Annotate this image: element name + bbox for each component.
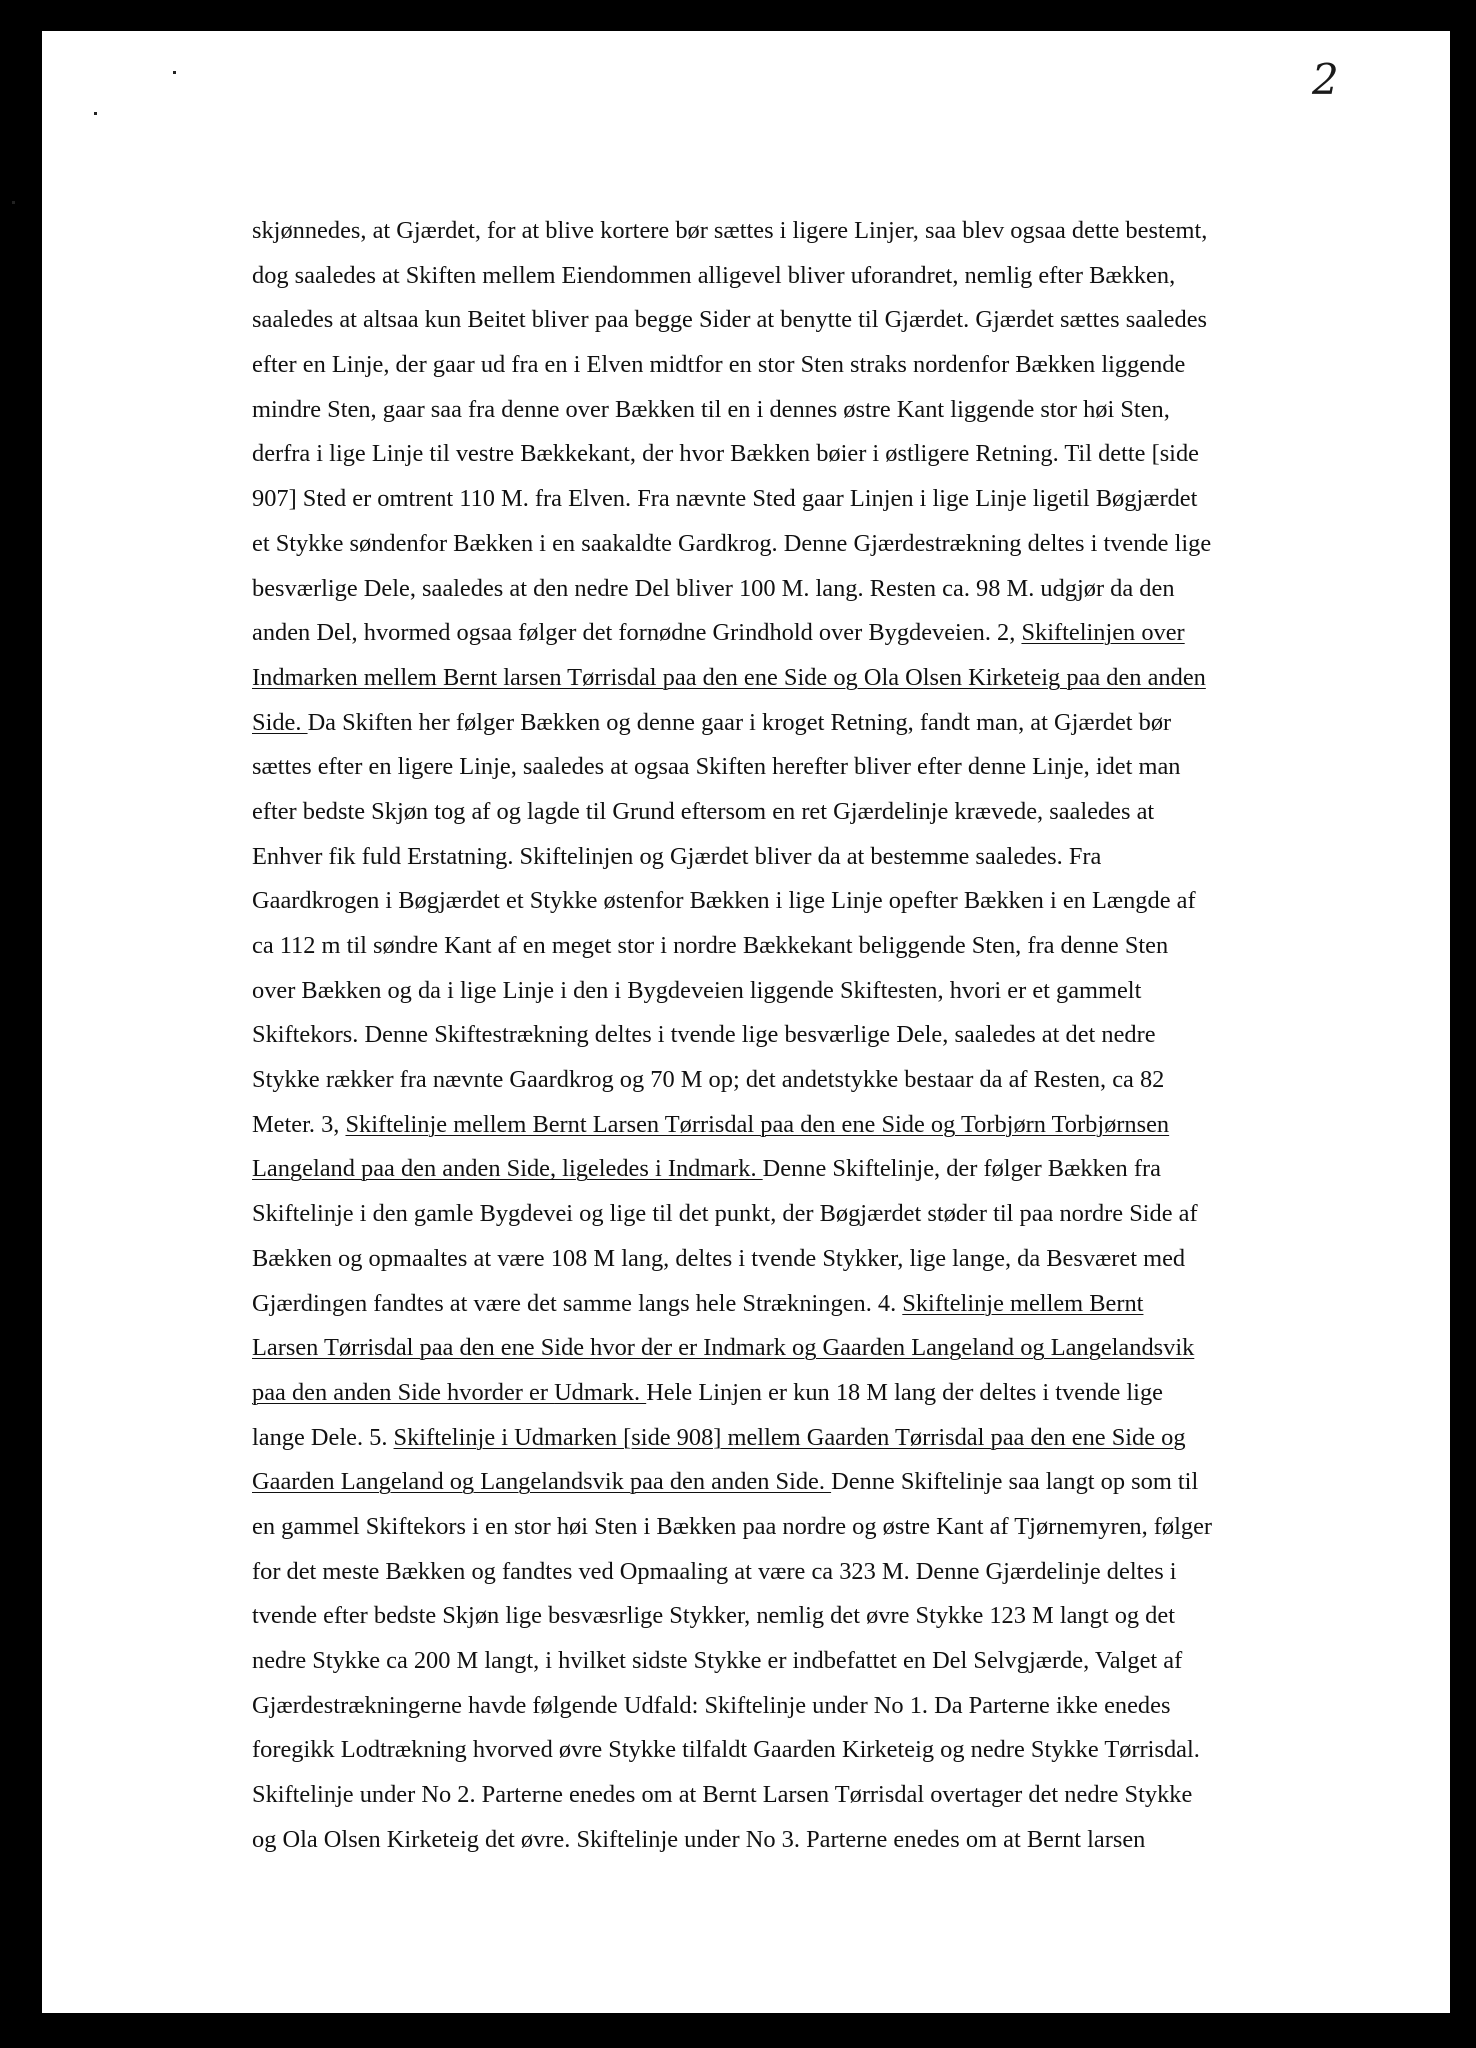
underlined-text: Indmarken mellem Bernt larsen Tørrisdal paa den ene Side og Ola Olsen Kirketeig paa den anden [252,663,1206,691]
text-line [252,1773,1332,1818]
text-segment: over Bækken og da i lige Linje i den i Bygdeveien liggende Skiftesten, hvori er et gammelt [252,976,1142,1004]
text-segment: lange Dele. 5. [252,1423,394,1451]
text-segment: Skiftekors. Denne Skiftestrækning deltes i tvende lige besværlige Dele, saaledes at det nedre [252,1021,1156,1049]
text-line [252,1371,1332,1416]
text-segment: Gjærdingen fandtes at være det samme langs hele Strækningen. 4. [252,1289,903,1317]
text-line [252,1326,1332,1371]
text-line [252,924,1332,969]
text-segment: Gjærdestrækningerne havde følgende Udfald: Skiftelinje under No 1. Da Parterne ikke enedes [252,1691,1171,1719]
text-line [252,701,1332,746]
text-line [252,343,1332,388]
text-line [252,1505,1332,1550]
text-segment: dog saaledes at Skiften mellem Eiendommen alligevel bliver uforandret, nemlig efter Bækken, [252,261,1176,289]
text-line [252,522,1332,567]
text-line [252,879,1332,924]
text-segment: derfra i lige Linje til vestre Bækkekant, der hvor Bækken bøier i østligere Retning. Til dette [side [252,440,1199,468]
scan-mark [173,71,176,74]
text-line [252,656,1332,701]
text-line [252,477,1332,522]
text-segment: 907] Sted er omtrent 110 M. fra Elven. Fra nævnte Sted gaar Linjen i lige Linje ligetil Bøgjærdet [252,485,1198,513]
text-line [252,1639,1332,1684]
text-segment: en gammel Skiftekors i en stor høi Sten i Bækken paa nordre og østre Kant af Tjørnemyren, følger [252,1512,1213,1540]
underlined-text: Udmark. [554,1378,647,1406]
text-line [252,1237,1332,1282]
document-body [252,209,1332,1862]
underlined-text: Skiftelinje mellem Bernt [902,1289,1144,1317]
underlined-text: Skiftelinje i Udmarken [side 908] mellem Gaarden Tørrisdal paa den ene Side og [393,1423,1186,1451]
text-line [252,254,1332,299]
text-line [252,1282,1332,1327]
text-line [252,1684,1332,1729]
text-segment: skjønnedes, at Gjærdet, for at blive kortere bør sættes i ligere Linjer, saa blev ogsaa dette bestemt, [252,217,1208,244]
text-segment: ca 112 m til søndre Kant af en meget stor i nordre Bækkekant beliggende Sten, fra denne Sten [252,932,1169,959]
text-line [252,1594,1332,1639]
text-line [252,567,1332,612]
text-line [252,969,1332,1014]
underlined-text: Gaarden Langeland og Langelandsvik paa den anden Side. [252,1468,832,1496]
text-line [252,388,1332,433]
text-line [252,298,1332,343]
text-line [252,1147,1332,1192]
text-line [252,790,1332,835]
scan-mark [94,112,97,115]
text-segment: Meter. 3, [252,1110,346,1138]
document-page [42,31,1450,2013]
text-segment: foregikk Lodtrækning hvorved øvre Stykke tilfaldt Gaarden Kirketeig og nedre Stykke Tørrisdal. [252,1736,1200,1764]
text-segment: Stykke rækker fra nævnte Gaardkrog og 70 M op; det andetstykke bestaar da af Resten, ca 82 [252,1066,1165,1094]
text-segment: nedre Stykke ca 200 M langt, i hvilket sidste Stykke er indbefattet en Del Selvgjærde, Valget af [252,1647,1183,1674]
text-segment: tvende efter bedste Skjøn lige besvæsrlige Stykker, nemlig det øvre Stykke 123 M langt og det [252,1602,1175,1630]
text-segment: Denne Skiftelinje, der følger Bækken fra [762,1155,1161,1183]
text-segment: efter en Linje, der gaar ud fra en i Elven midtfor en stor Sten straks nordenfor Bækken liggende [252,351,1186,379]
text-segment: mindre Sten, gaar saa fra denne over Bækken til en i dennes østre Kant liggende stor høi Sten, [252,395,1170,423]
text-segment: Bækken og opmaaltes at være 108 M lang, deltes i tvende Stykker, lige lange, da Besværet med [252,1244,1186,1272]
text-line [252,1818,1332,1863]
text-segment: Gaardkrogen i Bøgjærdet et Stykke østenfor Bækken i lige Linje opefter Bækken i en Længde af [252,887,1196,915]
text-line [252,835,1332,880]
text-segment: besværlige Dele, saaledes at den nedre Del bliver 100 M. lang. Resten ca. 98 M. udgjør da den [252,574,1175,602]
text-line [252,1550,1332,1595]
text-segment: Hele Linjen er kun 18 M lang der deltes i tvende lige [646,1378,1163,1406]
text-line [252,432,1332,477]
text-segment: saaledes at altsaa kun Beitet bliver paa begge Sider at benytte til Gjærdet. Gjærdet sættes saaledes [252,306,1208,334]
text-line [252,611,1332,656]
text-segment: og Ola Olsen Kirketeig det øvre. Skiftelinje under No 3. Parterne enedes om at Bernt larsen [252,1825,1146,1853]
text-segment: Skiftelinje under No 2. Parterne enedes om at Bernt Larsen Tørrisdal overtager det nedre Stykke [252,1781,1193,1809]
scan-mark [12,201,15,204]
text-line [252,1460,1332,1505]
text-line [252,745,1332,790]
text-segment: Denne Skiftelinje saa langt op som til [831,1468,1199,1496]
underlined-text: Langeland paa den anden Side, ligeledes i Indmark. [252,1155,763,1183]
text-segment: Da Skiften her følger Bækken og denne gaar i kroget Retning, fandt man, at Gjærdet bør [307,708,1172,736]
text-line [252,209,1332,254]
text-line [252,1058,1332,1103]
text-segment: for det meste Bækken og fandtes ved Opmaaling at være ca 323 M. Denne Gjærdelinje deltes i [252,1557,1177,1585]
text-line [252,1728,1332,1773]
text-segment: sættes efter en ligere Linje, saaledes at ogsaa Skiften herefter bliver efter denne Linje, idet man [252,753,1181,781]
text-line [252,1103,1332,1148]
text-segment: efter bedste Skjøn tog af og lagde til Grund eftersom en ret Gjærdelinje krævede, saaledes at [252,797,1155,825]
text-segment: Skiftelinje i den gamle Bygdevei og lige til det punkt, der Bøgjærdet støder til paa nordre Side af [252,1200,1198,1228]
underlined-text: Skiftelinjen over [1021,619,1185,647]
text-segment: Enhver fik fuld Erstatning. Skiftelinjen og Gjærdet bliver da at bestemme saaledes. Fra [252,842,1102,870]
text-segment: et Stykke søndenfor Bækken i en saakaldte Gardkrog. Denne Gjærdestrækning deltes i tvende lige [252,529,1212,557]
text-line [252,1416,1332,1461]
text-line [252,1192,1332,1237]
underlined-text: Larsen Tørrisdal paa den ene Side hvor der er Indmark og Gaarden Langeland og Langelandsvik [252,1334,1195,1362]
text-line [252,1013,1332,1058]
underlined-text: Side. [252,708,308,736]
underlined-text: Skiftelinje mellem Bernt Larsen Tørrisdal paa den ene Side og Torbjørn Torbjørnsen [345,1110,1170,1138]
underlined-text: paa den anden Side hvorder er [252,1378,555,1406]
page-number: 2 [1312,55,1339,104]
text-segment: anden Del, hvormed ogsaa følger det fornødne Grindhold over Bygdeveien. 2, [252,619,1022,647]
